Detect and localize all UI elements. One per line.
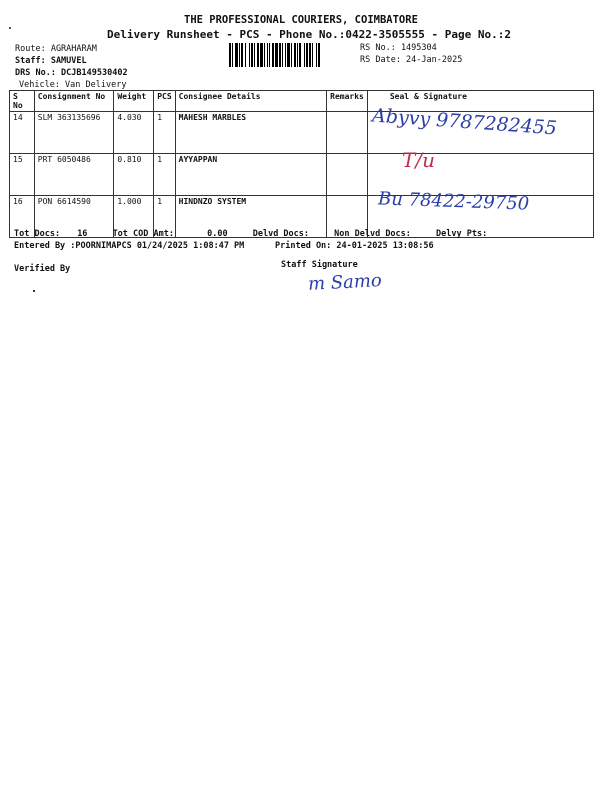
- rs-date: RS Date: 24-Jan-2025: [360, 55, 463, 65]
- cell-sno: 16: [10, 196, 35, 238]
- rs-number: RS No.: 1495304: [360, 43, 437, 53]
- barcode: [229, 43, 355, 67]
- col-consignment: Consignment No: [34, 91, 114, 112]
- cell-remarks: [327, 154, 368, 196]
- staff-label: Staff: SAMUVEL: [15, 56, 87, 66]
- route-label: Route: AGRAHARAM: [15, 44, 97, 54]
- staff-signature-label: Staff Signature: [281, 260, 358, 270]
- handwritten-signature-row14: Abyvy 9787282455: [371, 104, 558, 140]
- staff-handwritten-signature: m Samo: [307, 270, 383, 295]
- speck: [33, 290, 35, 292]
- company-title: THE PROFESSIONAL COURIERS, COIMBATORE: [184, 14, 418, 26]
- table-row: [10, 154, 594, 196]
- cell-consignee: MAHESH MARBLES: [175, 112, 326, 154]
- speck: [9, 27, 11, 29]
- cell-consignee: HINDNZO SYSTEM: [175, 196, 326, 238]
- cell-sno: 14: [10, 112, 35, 154]
- runsheet-table: [9, 90, 594, 238]
- col-consignee: Consignee Details: [175, 91, 326, 112]
- verified-by: Verified By: [14, 264, 71, 274]
- runsheet-subtitle: Delivery Runsheet - PCS - Phone No.:0422-3505555 - Page No.:2: [107, 28, 511, 41]
- tot-docs: Tot Docs: 16 Tot COD Amt: 0.00 Delvd Docs: Non Delvd Docs: Delvy Pts:: [14, 229, 488, 239]
- col-weight: Weight: [114, 91, 154, 112]
- cell-consignee: AYYAPPAN: [175, 154, 326, 196]
- table-header-row: [10, 91, 594, 112]
- col-seal: Seal & Signature: [367, 91, 593, 112]
- printed-on: Printed On: 24-01-2025 13:08:56: [275, 241, 434, 251]
- drs-number: DRS No.: DCJB149530402: [15, 68, 128, 78]
- col-remarks: Remarks: [327, 91, 368, 112]
- col-sno: S No: [10, 91, 35, 112]
- cell-consignment: PON 6614590: [34, 196, 114, 238]
- cell-weight: 4.030: [114, 112, 154, 154]
- vehicle-label: Vehicle: Van Delivery: [19, 80, 127, 90]
- cell-remarks: [327, 112, 368, 154]
- col-pcs: PCS: [154, 91, 175, 112]
- cell-consignment: SLM 363135696: [34, 112, 114, 154]
- cell-sno: 15: [10, 154, 35, 196]
- handwritten-signature-row16: Bu 78422-29750: [377, 188, 530, 215]
- cell-weight: 1.000: [114, 196, 154, 238]
- cell-pcs: 1: [154, 196, 175, 238]
- cell-pcs: 1: [154, 154, 175, 196]
- cell-consignment: PRT 6050486: [34, 154, 114, 196]
- cell-pcs: 1: [154, 112, 175, 154]
- handwritten-signature-row15: T/u: [402, 148, 435, 172]
- entered-by: Entered By :POORNIMAPCS 01/24/2025 1:08:47 PM: [14, 241, 245, 251]
- cell-weight: 0.810: [114, 154, 154, 196]
